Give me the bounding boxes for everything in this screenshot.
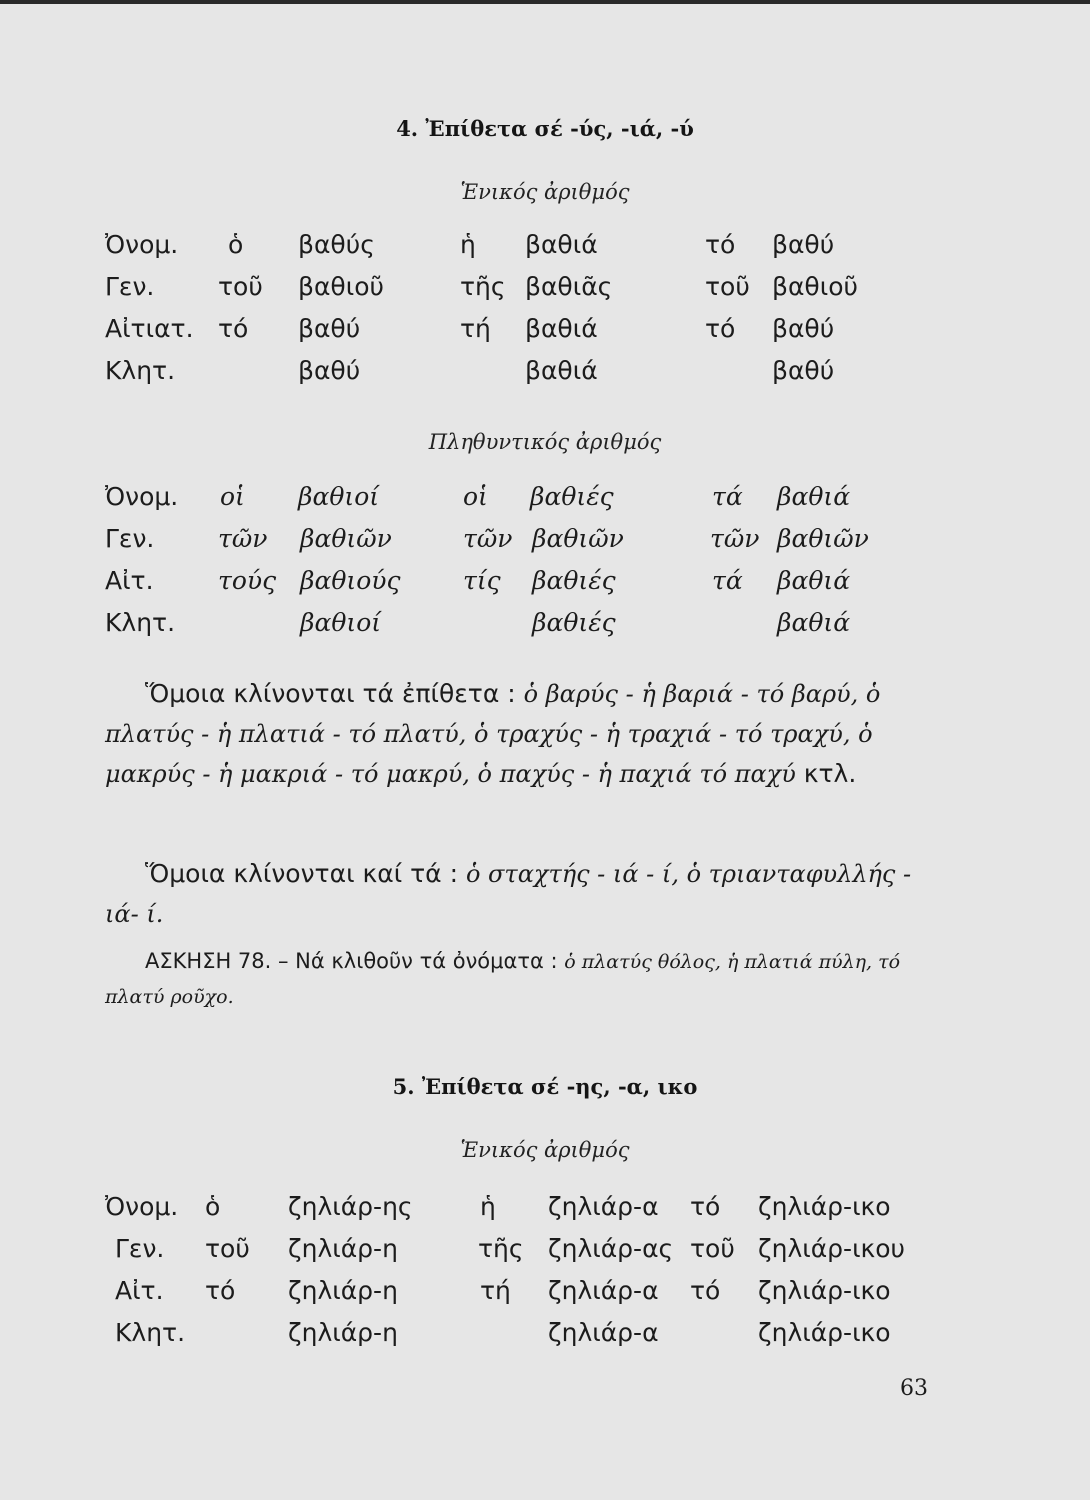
article: τά [712, 482, 743, 511]
form-neuter: βαθύ [772, 314, 835, 343]
case-label: Ὀνομ. [105, 230, 179, 259]
form-neuter: ζηλιάρ-ικο [758, 1276, 891, 1305]
form-masculine: βαθύ [298, 314, 361, 343]
form-feminine: βαθιές [532, 566, 616, 595]
form-masculine: ζηλιάρ-η [288, 1234, 398, 1263]
form-masculine: βαθιοῦ [298, 272, 384, 301]
form-feminine: βαθιά [525, 356, 598, 385]
article: τό [690, 1276, 721, 1305]
exercise-lead: ΑΣΚΗΣΗ 78. – Νά κλιθοῦν τά ὀνόματα : [145, 949, 558, 973]
case-label: Αἰτ. [105, 566, 154, 595]
article: τοῦ [705, 272, 750, 301]
article: ἡ [460, 230, 476, 259]
section-4-plural-label: Πληθυντικός ἀριθμός [428, 430, 662, 454]
form-neuter: βαθιοῦ [772, 272, 858, 301]
form-neuter: βαθιά [777, 608, 851, 637]
paragraph-lead: Ὅμοια κλίνονται τά ἐπίθετα : [145, 679, 516, 708]
article: οἱ [463, 482, 488, 511]
article: τοῦ [205, 1234, 250, 1263]
form-masculine: βαθιούς [300, 566, 401, 595]
form-neuter: βαθιά [777, 566, 851, 595]
section-4-singular-label: Ἑνικός ἀριθμός [460, 180, 630, 204]
article: οἱ [220, 482, 245, 511]
article: τά [712, 566, 743, 595]
case-label: Αἰτιατ. [105, 314, 194, 343]
form-masculine: βαθιῶν [300, 524, 392, 553]
exercise-items: ὁ πλατύς θόλος, ἡ πλατιά πύλη, τό πλατύ ροῦχο. [105, 951, 901, 1008]
similar-declension-paragraph-1 [105, 674, 945, 794]
article: τῶν [463, 524, 513, 553]
article: τῆς [460, 272, 506, 301]
form-feminine: βαθιά [525, 230, 598, 259]
form-masculine: βαθιοί [298, 482, 380, 511]
article: τή [460, 314, 491, 343]
section-4-title: 4. Ἐπίθετα σέ -ύς, -ιά, -ύ [396, 116, 694, 141]
case-label: Γεν. [105, 524, 155, 553]
form-feminine: βαθιᾶς [525, 272, 613, 301]
paragraph-examples: ὁ σταχτής - ιά - ί, ὁ τριανταφυλλής - ιά- ί. [105, 860, 912, 928]
article: τῶν [218, 524, 268, 553]
article: τούς [218, 566, 277, 595]
exercise-78 [105, 944, 945, 1014]
case-label: Κλητ. [105, 356, 176, 385]
form-neuter: ζηλιάρ-ικο [758, 1318, 891, 1347]
form-masculine: βαθύ [298, 356, 361, 385]
article: ἡ [480, 1192, 496, 1221]
case-label: Αἰτ. [115, 1276, 164, 1305]
case-label: Κλητ. [105, 608, 176, 637]
form-masculine: βαθύς [298, 230, 375, 259]
form-neuter: ζηλιάρ-ικο [758, 1192, 891, 1221]
paragraph-lead: Ὅμοια κλίνονται καί τά : [145, 859, 459, 888]
form-feminine: ζηλιάρ-α [548, 1276, 659, 1305]
article: ὁ [205, 1192, 221, 1221]
article: τῶν [710, 524, 760, 553]
paragraph-tail: κτλ. [803, 759, 857, 788]
article: τό [705, 314, 736, 343]
article: ὁ [228, 230, 244, 259]
case-label: Ὀνομ. [105, 1192, 179, 1221]
article: τίς [463, 566, 501, 595]
case-label: Γεν. [105, 272, 155, 301]
case-label: Κλητ. [115, 1318, 186, 1347]
article: τή [480, 1276, 511, 1305]
form-masculine: ζηλιάρ-ης [288, 1192, 413, 1221]
article: τοῦ [690, 1234, 735, 1263]
form-masculine: ζηλιάρ-η [288, 1318, 398, 1347]
form-feminine: ζηλιάρ-ας [548, 1234, 674, 1263]
form-neuter: ζηλιάρ-ικου [758, 1234, 906, 1263]
form-feminine: ζηλιάρ-α [548, 1192, 659, 1221]
case-label: Ὀνομ. [105, 482, 179, 511]
article: τό [218, 314, 249, 343]
article: τῆς [478, 1234, 524, 1263]
article: τοῦ [218, 272, 263, 301]
form-feminine: ζηλιάρ-α [548, 1318, 659, 1347]
form-masculine: ζηλιάρ-η [288, 1276, 398, 1305]
article: τό [705, 230, 736, 259]
article: τό [690, 1192, 721, 1221]
article: τό [205, 1276, 236, 1305]
similar-declension-paragraph-2 [105, 854, 945, 934]
case-label: Γεν. [115, 1234, 165, 1263]
section-5-singular-label: Ἑνικός ἀριθμός [460, 1138, 630, 1162]
form-feminine: βαθιές [532, 608, 616, 637]
form-feminine: βαθιῶν [532, 524, 624, 553]
section-5-title: 5. Ἐπίθετα σέ -ης, -α, ικο [392, 1074, 698, 1099]
form-masculine: βαθιοί [300, 608, 382, 637]
paragraph-examples: ὁ βαρύς - ἡ βαριά - τό βαρύ, ὁ πλατύς - ἡ πλατιά - τό πλατύ, ὁ τραχύς - ἡ τραχιά - τό τραχύ, ὁ μακρύς - ἡ μακριά - τό μακρύ, ὁ παχύς - ἡ παχιά τό παχύ [105, 680, 881, 788]
form-neuter: βαθύ [772, 230, 835, 259]
form-feminine: βαθιά [525, 314, 598, 343]
form-feminine: βαθιές [530, 482, 614, 511]
form-neuter: βαθιῶν [777, 524, 869, 553]
page-number: 63 [900, 1376, 928, 1401]
form-neuter: βαθύ [772, 356, 835, 385]
form-neuter: βαθιά [777, 482, 851, 511]
